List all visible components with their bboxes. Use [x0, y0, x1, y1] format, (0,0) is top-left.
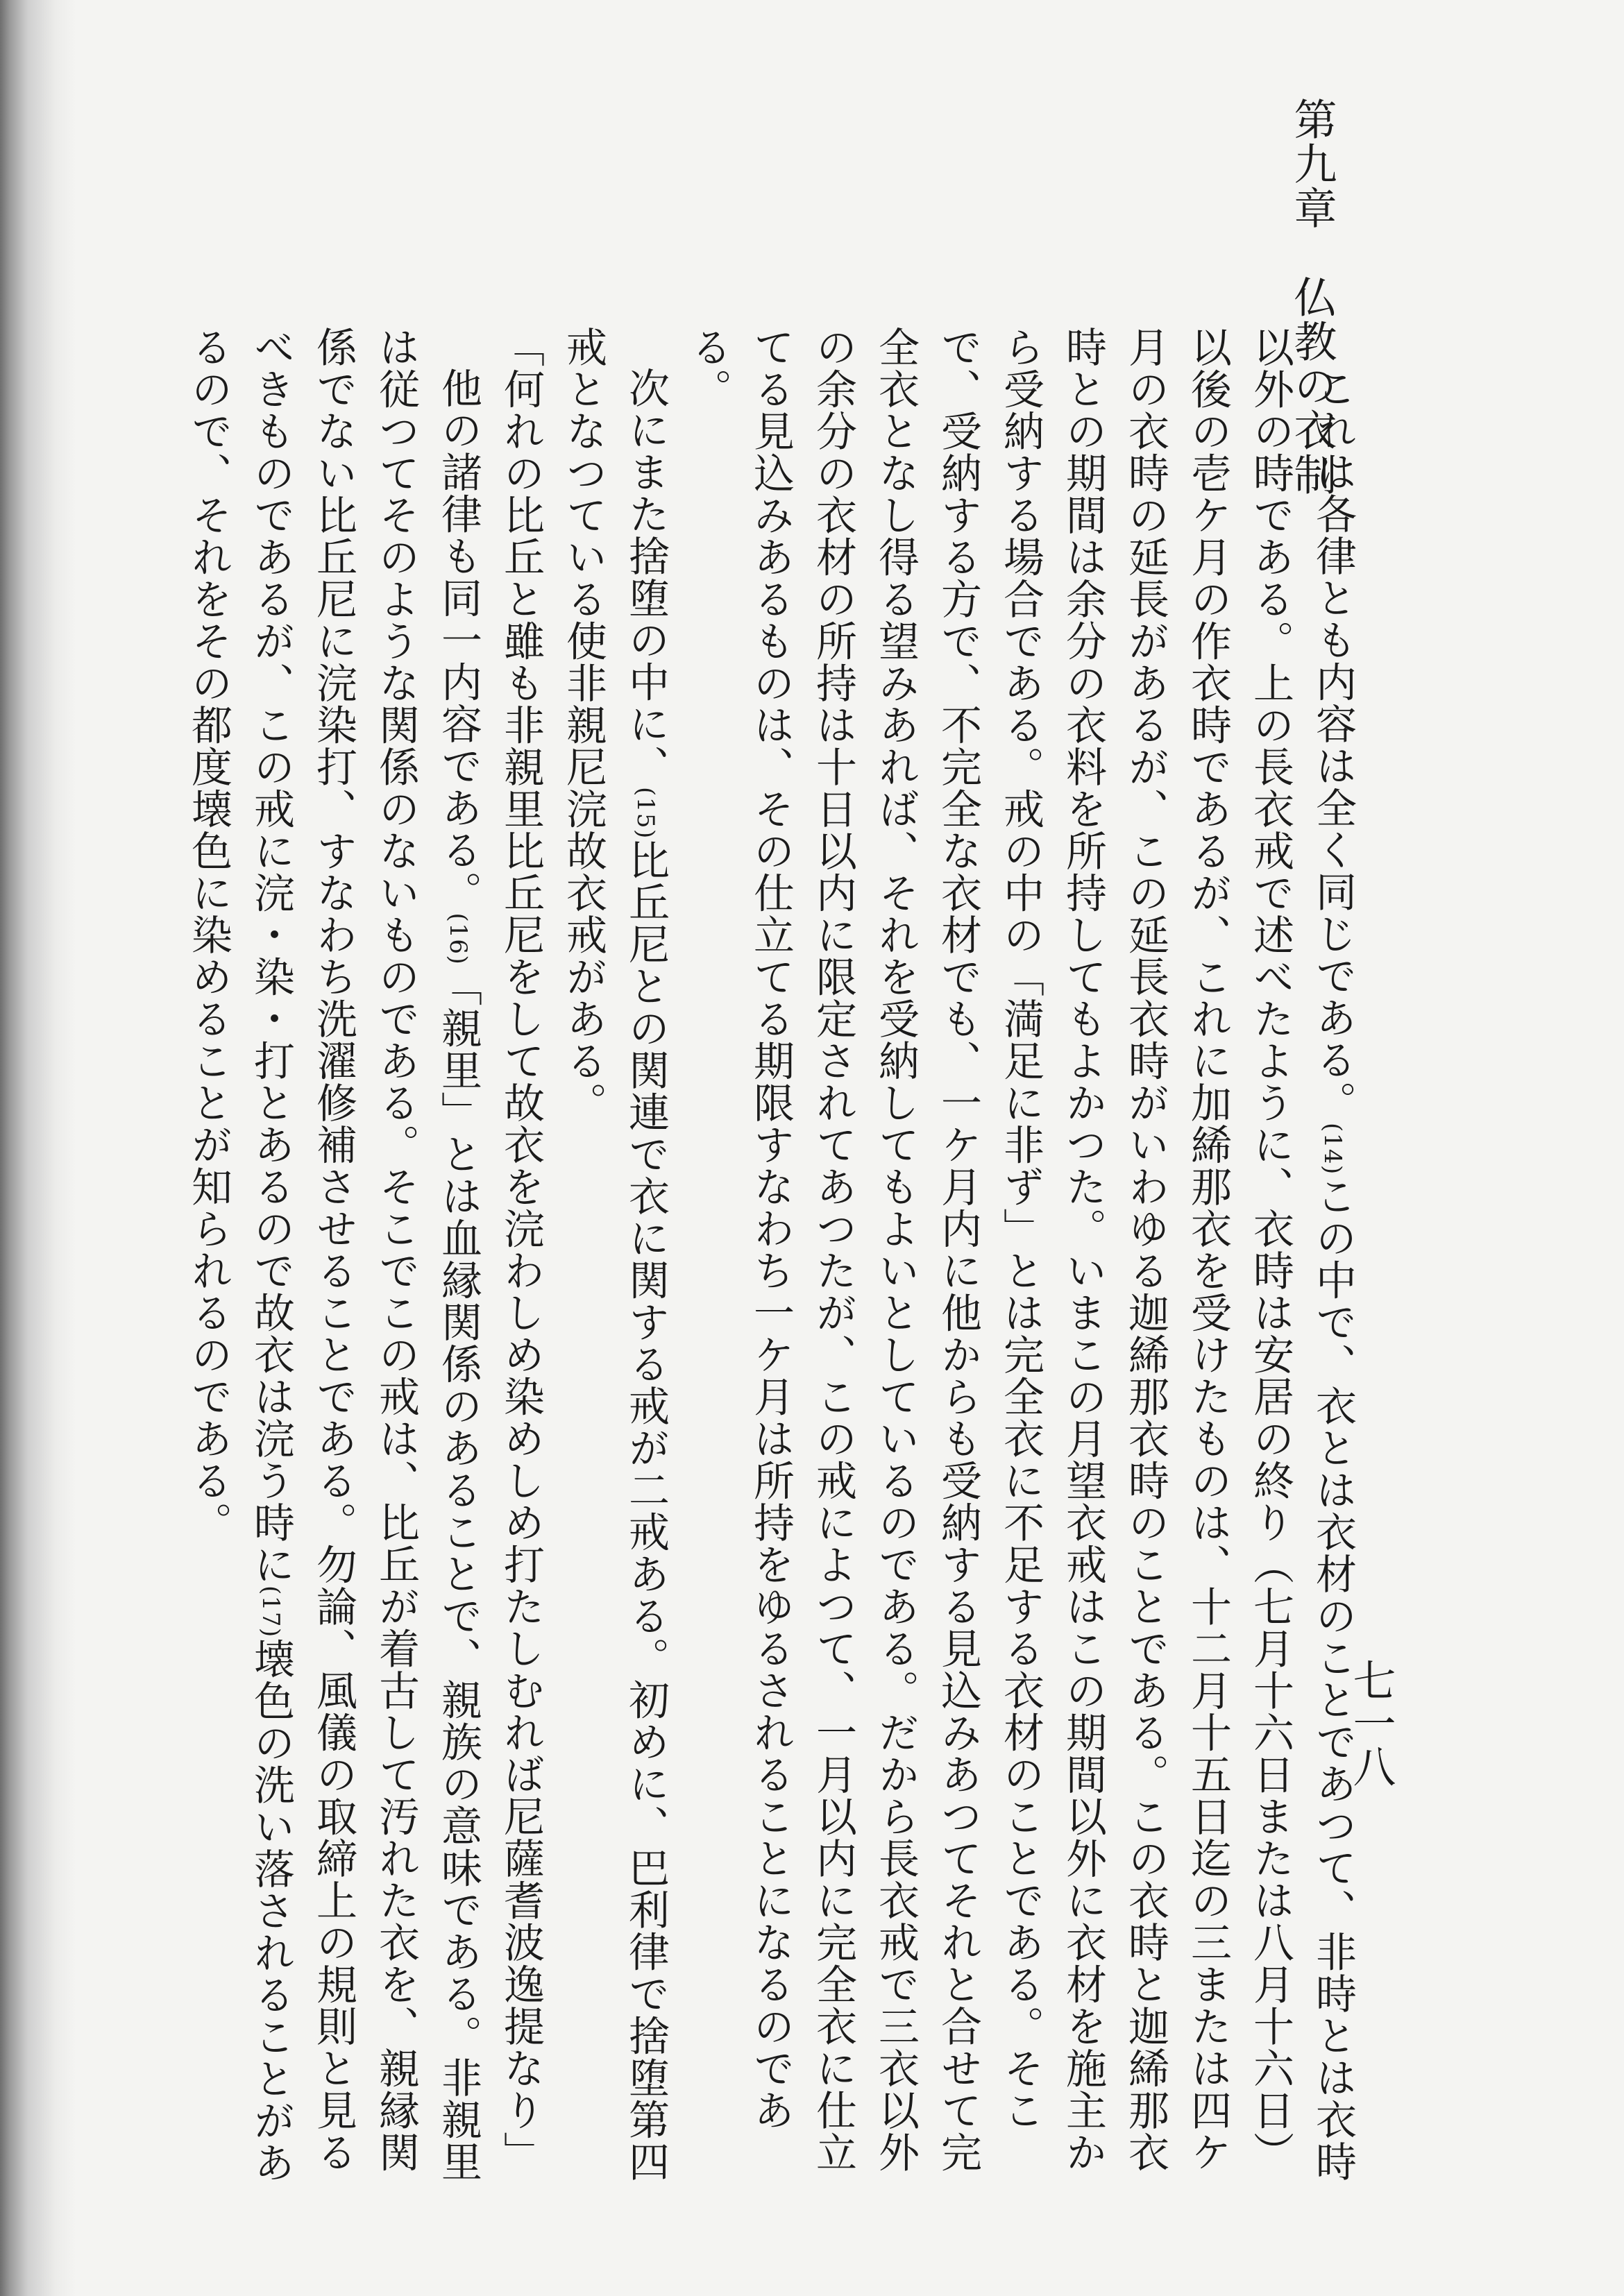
running-head: 第九章 仏教の衣制 — [1287, 97, 1337, 497]
scan-shadow-edge — [0, 0, 76, 2296]
footnote-marker: (16) — [444, 912, 472, 966]
text-segment: 「何れの比丘と雖も非親里比丘尼をして故衣を浣わしめ染めしめ打たしむれば尼薩耆波逸提なり」 — [497, 326, 545, 2173]
text-segment: 壊色の洗い落されることがあるので、それをその都度壊色に染めることが知られるのである。 — [185, 326, 295, 2184]
footnote-marker: (14) — [1319, 1123, 1346, 1175]
page-number: 七一八 — [1346, 1658, 1396, 1787]
paragraph-2 — [552, 326, 677, 2200]
text-segment: この中で、衣とは衣材のことであつて、非時とは衣時以外の時である。上の長衣戒で述べたように、衣時は安居の終り（七月十六日または八月十六日）以後の壱ケ月の作衣時であるが、これに加絺那衣を受けたものは、十二月十五日迄の三または四ケ月の衣時の延長があるが、この延長衣時がいわゆる迦絺那衣時のことである。この衣時と迦絺那衣時との期間は余分の衣料を所持してもよかつた。いまこの月望衣戒はこの期間以外に衣材を施主から受納する場合である。戒の中の「満足に非ず」とは完全衣に不足する衣材のことである。そこで、受納する方で、不完全な衣材でも、一ケ月内に他からも受納する見込みあつてそれと合せて完全衣となし得る望みあれば、それを受納してもよいとしているのである。だから長衣戒で三衣以外の余分の衣材の所持は十日以内に限定されてあつたが、この戒によつて、一月以内に完全衣に仕立てる見込みあるものは、その仕立てる期限すなわち一ケ月は所持をゆるされることになるのである。 — [684, 326, 1357, 2183]
quotation — [489, 326, 552, 2200]
text-segment: これは各律とも内容は全く同じである。 — [1309, 367, 1357, 1123]
paragraph-1 — [677, 326, 1364, 2200]
paragraph-3 — [177, 326, 489, 2200]
text-segment: 次にまた捨堕の中に、 — [622, 367, 670, 787]
text-segment: 「親里」とは血縁関係のあることで、親族の意味である。非親里は従つてそのような関係のないものである。そこでこの戒は、比丘が着古して汚れた衣を、親縁関係でない比丘尼に浣染打、すなわち洗濯修補させることである。勿論、風儀の取締上の規則と見るべきものであるが、この戒に浣・染・打とあるので故衣は浣う時に — [247, 326, 482, 2183]
text-segment: 比丘尼との関連で衣に関する戒が二戒ある。初めに、巴利律で捨堕第四戒となつている使非親尼浣故衣戒がある。 — [559, 326, 670, 2183]
text-segment: 他の諸律も同一内容である。 — [434, 367, 482, 913]
body-text — [177, 326, 1364, 2200]
footnote-marker: (15) — [632, 787, 659, 840]
footnote-marker: (17) — [257, 1585, 285, 1638]
